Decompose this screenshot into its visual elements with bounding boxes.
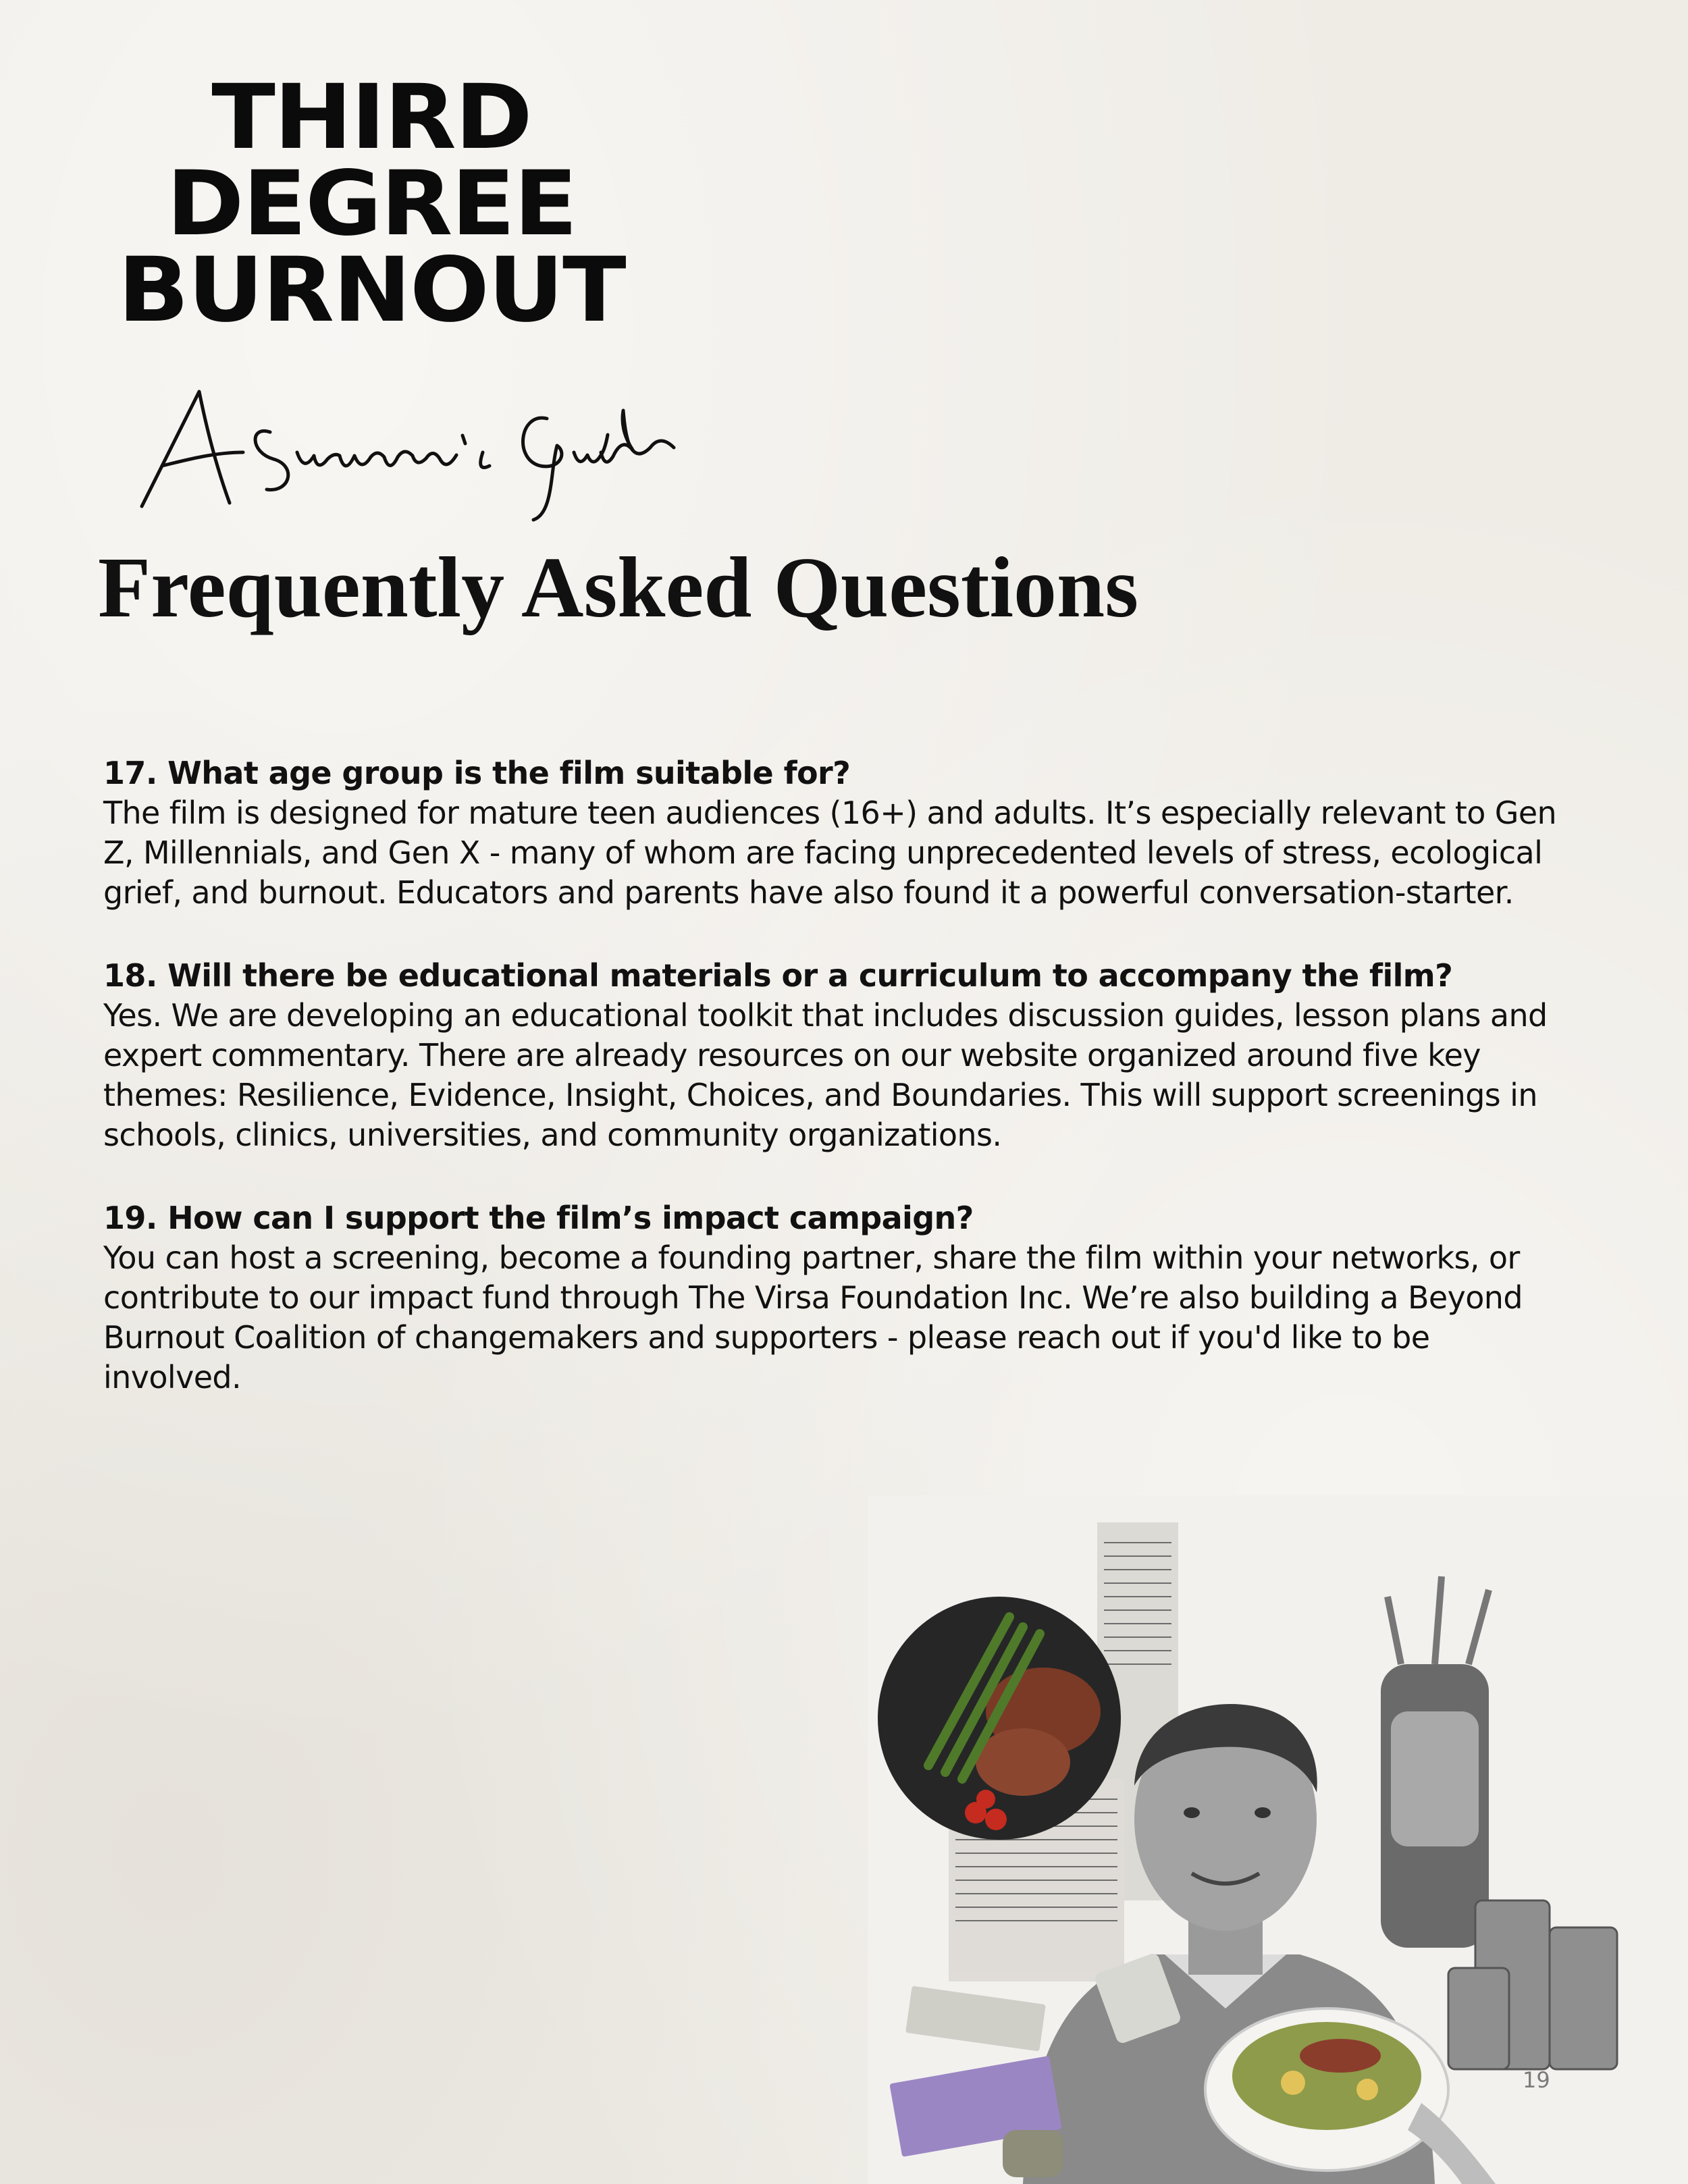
faq-answer: Yes. We are developing an educational toolkit that includes discussion guides, lesson plans and expert commentary. There are already resources on our website organized around five key themes: Resilience, Evidence, Insight, Choices, and Boundaries. This will support screenings in schools, clinics, universities, and community organizations.	[103, 997, 1548, 1153]
logo	[101, 65, 682, 342]
faq-question: 19. How can I support the film’s impact campaign?	[103, 1200, 974, 1236]
faq-answer: The film is designed for mature teen audiences (16+) and adults. It’s especially relevant to Gen Z, Millennials, and Gen X - many of whom are facing unprecedented levels of stress, ecological grief, and burnout. Educators and parents have also found it a powerful conversation-starter.	[103, 795, 1557, 911]
faq-item-18	[103, 955, 1575, 1155]
faq-question: 18. Will there be educational materials or a curriculum to accompany the film?	[103, 957, 1453, 994]
collage-illustration	[868, 1495, 1688, 2184]
golf-bag-icon	[1381, 1576, 1489, 1948]
collage-image	[868, 1495, 1688, 2184]
faq-question: 17. What age group is the film suitable for?	[103, 755, 851, 791]
faq-answer: You can host a screening, become a founding partner, share the film within your networks, or contribute to our impact fund through The Virsa Foundation Inc. We’re also building a Beyond Burnout Coalition of changemakers and supporters - please reach out if you'd like to be involved.	[103, 1240, 1523, 1395]
salad-bowl-icon	[1205, 2008, 1448, 2170]
faq-item-19	[103, 1198, 1575, 1397]
page-number: 19	[1523, 2067, 1550, 2093]
faq-item-17	[103, 753, 1575, 913]
logo-line-1: THIRD	[211, 65, 531, 169]
logo-line-3: BURNOUT	[117, 238, 625, 342]
steak-plate-icon	[878, 1597, 1121, 1840]
faq-list	[103, 753, 1575, 1440]
logo-script-signature	[115, 351, 682, 527]
logo-line-2: DEGREE	[166, 152, 577, 256]
page-title: Frequently Asked Questions	[98, 539, 1138, 635]
